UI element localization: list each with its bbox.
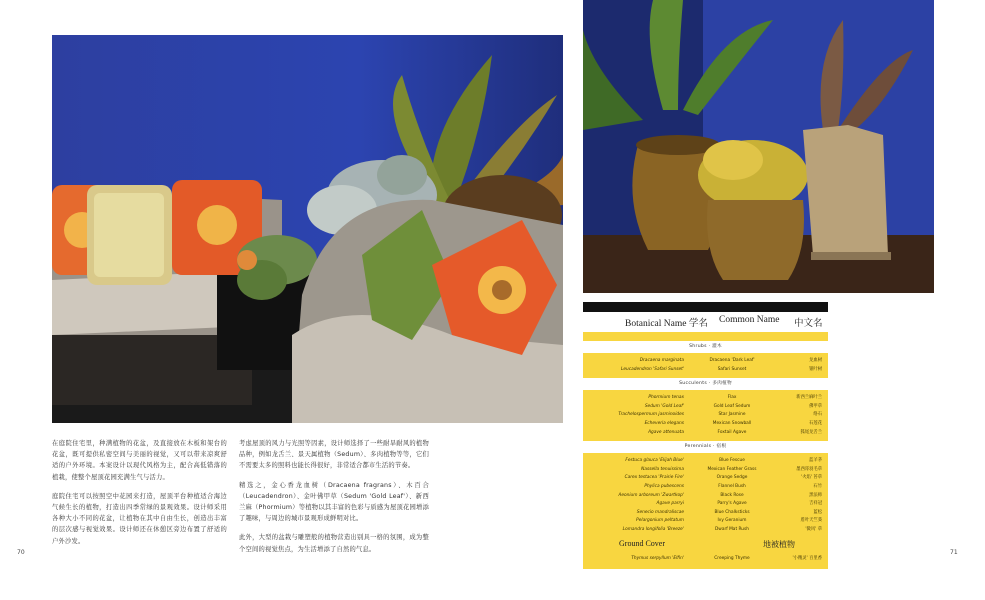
table-row (583, 420, 828, 429)
chinese-cell: 黑法师 (809, 492, 822, 498)
botanical-cell: Aeonium arboreum 'Zwartkop' (618, 492, 684, 498)
header-chinese-name: 中文名 (794, 319, 823, 329)
potted-plants-illustration (583, 0, 934, 293)
table-row (583, 517, 828, 526)
botanical-cell: Phylica pubescens (644, 483, 684, 489)
section-label: Perennials · 宿根 (684, 444, 727, 450)
table-row (583, 526, 828, 535)
chinese-cell: 盾叶天竺葵 (800, 518, 822, 524)
chinese-cell: 新西兰麻叶兰 (796, 395, 822, 401)
section-label: Succulents · 多肉植物 (679, 381, 732, 387)
section-label: Shrubs · 灌木 (689, 344, 722, 349)
botanical-cell: Carex testacea 'Prairie Fire' (624, 475, 684, 481)
chinese-cell: 狐尾龙舌兰 (800, 429, 822, 435)
botanical-cell: Senecio mandraliscae (636, 509, 684, 515)
ground-cover-header (583, 535, 828, 553)
botanical-cell: Lomandra longifolia 'Breeze' (622, 526, 684, 532)
table-row (583, 394, 828, 403)
botanical-cell: Festuca glauca 'Elijah Blue' (625, 458, 684, 464)
table-header (583, 312, 828, 332)
chinese-cell: 吉祥冠 (809, 501, 822, 507)
table-top-bar (583, 302, 828, 312)
table-row (583, 492, 828, 501)
chinese-cell: 蓝羊茅 (809, 458, 822, 464)
section-block (583, 453, 828, 568)
table-row (583, 466, 828, 475)
chinese-cell: 墨西哥羽毛草 (796, 466, 822, 472)
common-cell: Orange Sedge (716, 475, 748, 481)
chinese-cell: '微风' 草 (805, 526, 822, 532)
section-block (583, 353, 828, 378)
table-row (583, 457, 828, 466)
header-common-name: Common Name (719, 315, 780, 325)
paragraph: 精选之，金心香龙血树（Dracaena fragrans）、木百合（Leucadendron）、金叶佛甲草（Sedum 'Gold Leaf'）、新西兰麻（Phormium）等植物以其丰富的色彩与质感为屋顶花园增添了趣味，与周边的城市景观形成鲜明对比。 (239, 481, 429, 523)
common-cell: Black Rose (720, 492, 744, 498)
paragraph: 此外，大型的盆栽与雕塑般的植物营造出别具一格的氛围，成为整个空间的视觉焦点，为生活增添了自然的气息。 (239, 534, 429, 553)
common-cell: Creeping Thyme (714, 555, 750, 561)
botanical-cell: Thymus serpyllum 'Elfin' (631, 555, 684, 561)
common-cell: Dwarf Mat Rush (715, 526, 749, 532)
chinese-cell: 龙血树 (809, 358, 822, 363)
common-cell: Blue Chalksticks (714, 509, 750, 515)
body-text-column-2 (239, 438, 429, 563)
chinese-cell: 佛甲草 (809, 403, 822, 409)
botanical-cell: Phormium tenax (648, 395, 684, 401)
chinese-cell: 络石 (813, 412, 822, 418)
botanical-cell: Echeveria elegans (644, 420, 684, 426)
botanical-cell: Agave parryi (656, 501, 684, 507)
botanical-cell: Trachelospermum jasminoides (618, 412, 684, 418)
table-row (583, 509, 828, 518)
chinese-cell: 石莲花 (809, 420, 822, 426)
table-row (583, 474, 828, 483)
paragraph: 考虑屋顶的风力与光照等因素，设计师选择了一些耐旱耐风的植物品种，例如龙舌兰、景天属植物（Sedum）、多肉植物等等，它们不需要太多的照料也能长得很好，非常适合都市生活的节奏。 (239, 440, 429, 470)
table-row (583, 403, 828, 412)
plant-list-table (583, 302, 828, 569)
table-row (583, 483, 828, 492)
table-row (583, 553, 828, 565)
common-cell: Parry's Agave (717, 501, 747, 507)
botanical-cell: Nassella tenuissima (641, 466, 684, 472)
header-botanical-name: Botanical Name 学名 (625, 319, 708, 329)
common-cell: Safari Sunset (717, 366, 747, 372)
common-cell: Dracaena 'Dark Leaf' (709, 358, 755, 363)
botanical-cell: Dracaena marginata (639, 358, 684, 363)
section-block (583, 390, 828, 441)
chinese-cell: 蓝松 (813, 509, 822, 515)
botanical-cell: Agave attenuata (648, 429, 684, 435)
botanical-cell: Leucadendron 'Safari Sunset' (621, 366, 684, 372)
patio-sofa-photo (52, 35, 563, 423)
patio-sofa-illustration (52, 35, 563, 423)
body-text-column-1 (52, 438, 227, 555)
ground-cover-label-en: Ground Cover (619, 538, 665, 548)
common-cell: Mexican Snowball (712, 420, 752, 426)
table-row (583, 366, 828, 375)
botanical-cell: Pelargonium peltatum (636, 518, 684, 524)
table-row (583, 411, 828, 420)
common-cell: Ivy Geranium (717, 518, 747, 524)
chinese-cell: '火焰' 苔草 (801, 475, 822, 481)
common-cell: Flannel Bush (718, 483, 746, 489)
chinese-cell: 银叶树 (809, 366, 822, 372)
common-cell: Flax (727, 395, 737, 401)
paragraph: 在庭院住宅里，种满植物的花盆，及直接放在木板和架台的花盆，既可提供私密空间与美丽的视觉，又可以带来凉爽舒适的户外环境。本案设计以现代风格为主，配合高低错落的植栽，使整个屋顶花园充满生气与活力。 (52, 440, 227, 481)
common-cell: Mexican Feather Grass (707, 466, 757, 472)
table-row (583, 357, 828, 366)
table-row (583, 429, 828, 438)
chinese-cell: '小精灵' 百里香 (792, 555, 822, 561)
common-cell: Gold Leaf Sedum (713, 403, 751, 409)
chinese-cell: 石竹 (813, 483, 822, 489)
page-number-right: 71 (950, 549, 958, 556)
header-underline (583, 332, 828, 341)
paragraph: 庭院住宅可以按照空中花园来打造，屋顶平台种植适合海边气候生长的植物，打造出四季常绿的景观效果。设计师采用各种大小不同的花盆，让植物在其中自由生长，创造出丰富的层次感与视觉效果。设计师还在休憩区旁边布置了舒适的户外沙发。 (52, 492, 227, 545)
table-row (583, 500, 828, 509)
page-number-left: 70 (17, 549, 25, 556)
botanical-cell: Sedum 'Gold Leaf' (644, 403, 684, 409)
common-cell: Blue Fescue (719, 458, 745, 464)
common-cell: Star Jasmine (718, 412, 746, 418)
common-cell: Foxtail Agave (717, 429, 747, 435)
ground-cover-label-cn: 地被植物 (763, 539, 795, 549)
potted-plants-photo (583, 0, 934, 293)
